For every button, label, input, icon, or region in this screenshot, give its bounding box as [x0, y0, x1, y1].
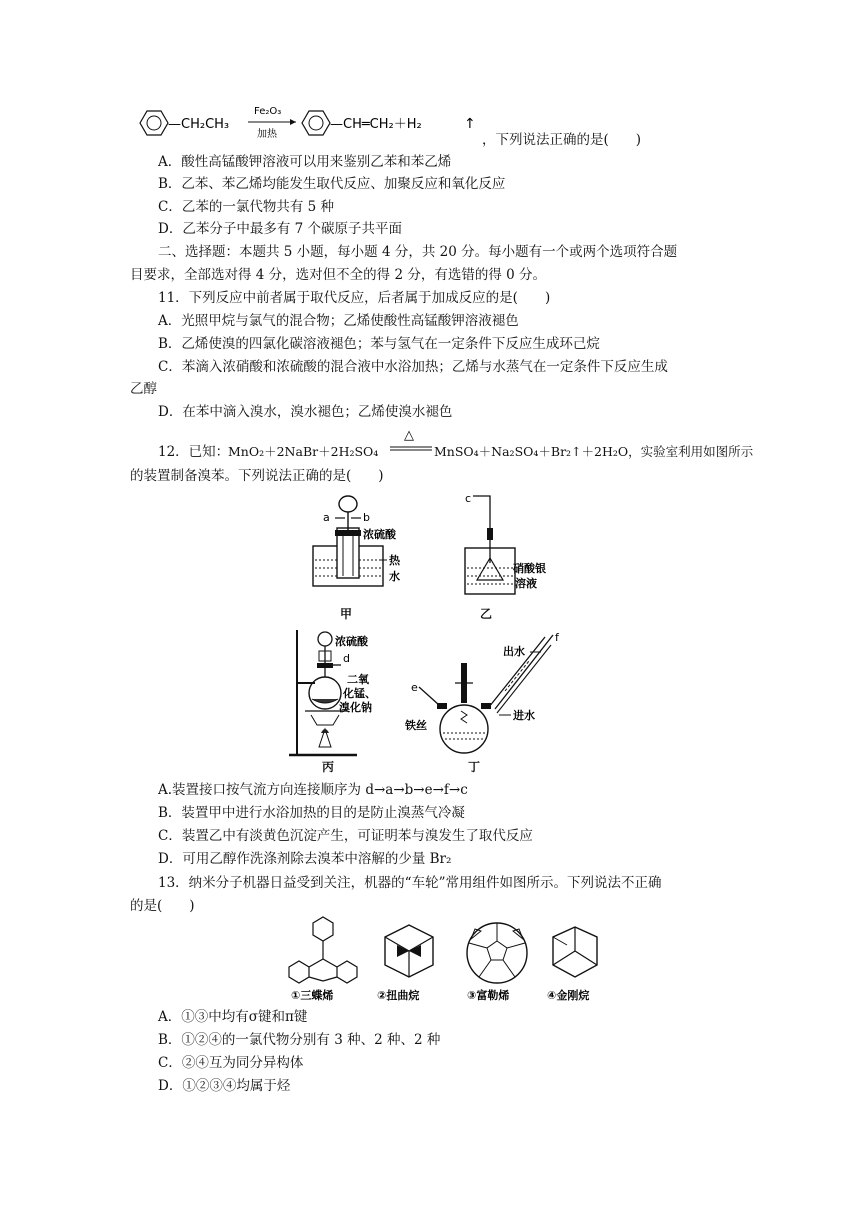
- q10-stem: ，下列说法正确的是( ): [482, 132, 642, 148]
- section2-heading: 二、选择题：本题共 5 小题，每小题 4 分，共 20 分。每小题有一个或两个选项符合题: [158, 244, 678, 260]
- caption-adamantane: ④金刚烷: [547, 989, 590, 1002]
- label-b: b: [363, 511, 370, 524]
- gas-arrow: ↑: [464, 116, 476, 132]
- label-concentrated-h2so4: 浓硫酸: [363, 528, 396, 541]
- reactant-group: —CH₂CH₃: [168, 117, 230, 132]
- caption-yi: 乙: [480, 607, 493, 621]
- caption-fullerene: ③富勒烯: [467, 989, 510, 1002]
- label-nabr: 溴化钠: [339, 701, 372, 714]
- apparatus-ding: [405, 625, 575, 765]
- q12-option-b: B．装置甲中进行水浴加热的目的是防止溴蒸气冷凝: [158, 805, 465, 821]
- twistane-icon: [385, 925, 433, 977]
- q12-reactants: MnO₂＋2NaBr＋2H₂SO₄: [228, 444, 379, 459]
- q11-option-c: C．苯滴入浓硝酸和浓硫酸的混合液中水浴加热；乙烯与水蒸气在一定条件下反应生成: [158, 359, 668, 375]
- label-mno2-1: 二氧: [347, 673, 369, 686]
- label-solution: 溶液: [515, 577, 537, 590]
- apparatus-bing: [285, 625, 405, 765]
- svg-text:△: △: [404, 428, 414, 443]
- label-a: a: [323, 511, 330, 524]
- q13-option-d: D．①②③④均属于烃: [158, 1078, 291, 1094]
- label-mno2-2: 化锰、: [343, 687, 376, 700]
- label-water: 水: [389, 570, 400, 583]
- label-hot: 热: [389, 554, 400, 567]
- caption-jia: 甲: [340, 607, 353, 621]
- adamantane-icon: [553, 927, 597, 977]
- q10-option-a: A．酸性高锰酸钾溶液可以用来鉴别乙苯和苯乙烯: [158, 154, 452, 170]
- caption-bing: 丙: [322, 760, 335, 774]
- q13-stem: 13．纳米分子机器日益受到关注，机器的“车轮”常用组件如图所示。下列说法不正确: [158, 875, 662, 891]
- q11-option-d: D．在苯中滴入溴水，溴水褪色；乙烯使溴水褪色: [158, 404, 453, 420]
- condition-label: 加热: [257, 129, 277, 140]
- caption-ding: 丁: [468, 760, 481, 774]
- q10-option-c: C．乙苯的一氯代物共有 5 种: [158, 199, 335, 215]
- section2-heading-cont: 目要求，全部选对得 4 分，选对但不全的得 2 分，有选错的得 0 分。: [130, 267, 547, 283]
- q12-option-a: A.装置接口按气流方向连接顺序为 d→a→b→e→f→c: [158, 782, 468, 798]
- label-d: d: [343, 652, 350, 665]
- benzene-ring-icon: [302, 111, 330, 135]
- apparatus-jia: [305, 488, 415, 613]
- q11-option-b: B．乙烯使溴的四氯化碳溶液褪色；苯与氢气在一定条件下反应生成环己烷: [158, 336, 600, 352]
- q12-stem-prefix: 12．已知：: [158, 444, 230, 460]
- q12-option-c: C．装置乙中有淡黄色沉淀产生，可证明苯与溴发生了取代反应: [158, 828, 533, 844]
- catalyst-label: Fe₂O₃: [254, 106, 282, 117]
- caption-triptycene: ①三蝶烯: [291, 989, 334, 1002]
- q11-stem: 11．下列反应中前者属于取代反应，后者属于加成反应的是( ): [158, 290, 551, 306]
- q11-option-c-cont: 乙醇: [130, 381, 157, 397]
- label-f: f: [555, 631, 559, 644]
- q13-option-b: B．①②④的一氯代物分别有 3 种、2 种、2 种: [158, 1032, 441, 1048]
- label-iron-wire: 铁丝: [405, 719, 427, 732]
- label-c: c: [465, 492, 472, 505]
- product-group: —CH═CH₂＋H₂: [330, 117, 422, 132]
- q13-option-c: C．②④互为同分异构体: [158, 1055, 304, 1071]
- heat-equals-sign: [388, 426, 434, 456]
- label-e: e: [411, 681, 418, 694]
- fullerene-icon: [467, 923, 527, 983]
- q13-molecules-figure: [285, 915, 635, 1005]
- caption-twistane: ②扭曲烷: [377, 989, 420, 1002]
- q12-option-d: D．可用乙醇作洗涤剂除去溴苯中溶解的少量 Br₂: [158, 851, 452, 867]
- label-concentrated-h2so4: 浓硫酸: [335, 635, 368, 648]
- q10-reaction-figure: [130, 100, 490, 146]
- q13-option-a: A．①③中均有σ键和π键: [158, 1009, 308, 1025]
- label-silver-nitrate: 硝酸银: [513, 562, 546, 575]
- q13-stem-cont: 的是( ): [130, 898, 195, 914]
- q12-products: MnSO₄＋Na₂SO₄＋Br₂↑＋2H₂O，实验室利用如图所示: [434, 444, 754, 459]
- label-water-out: 出水: [503, 645, 525, 658]
- q11-option-a: A．光照甲烷与氯气的混合物；乙烯使酸性高锰酸钾溶液褪色: [158, 313, 519, 329]
- q10-option-b: B．乙苯、苯乙烯均能发生取代反应、加聚反应和氧化反应: [158, 176, 506, 192]
- q10-option-d: D．乙苯分子中最多有 7 个碳原子共平面: [158, 221, 402, 237]
- benzene-ring-icon: [140, 111, 168, 135]
- label-water-in: 进水: [513, 709, 535, 722]
- q12-stem-cont: 的装置制备溴苯。下列说法正确的是( ): [130, 468, 384, 484]
- apparatus-yi: [455, 488, 565, 613]
- triptycene-icon: [289, 917, 357, 983]
